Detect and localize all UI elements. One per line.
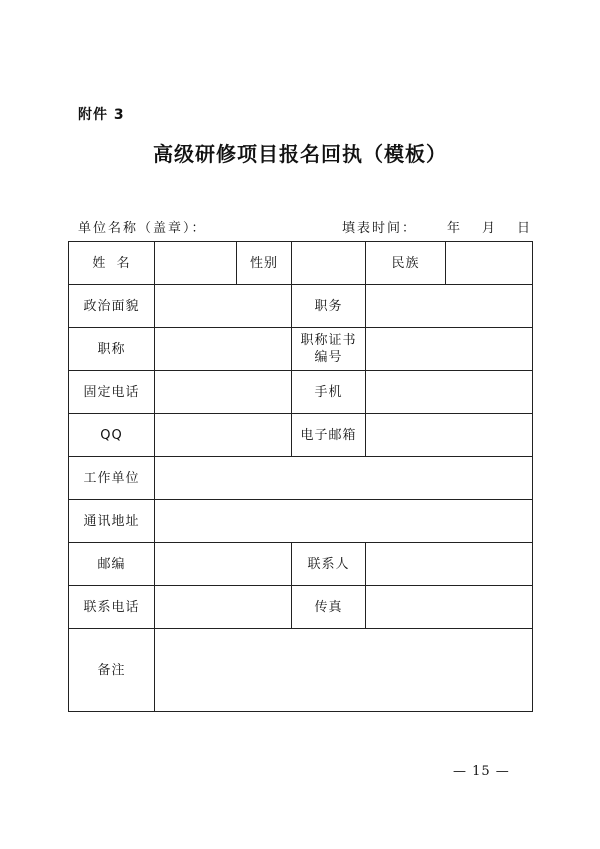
month-label: 月 — [482, 221, 498, 236]
fill-date-line — [342, 217, 532, 236]
gender-value-cell[interactable] — [292, 242, 366, 285]
postcode-label-cell — [69, 543, 155, 586]
title-cert-value-cell[interactable] — [366, 328, 533, 371]
political-status-label: 政治面貌 — [83, 298, 140, 314]
landline-label-cell — [69, 371, 155, 414]
address-label: 通讯地址 — [83, 513, 140, 529]
table-row — [69, 285, 533, 328]
landline-label: 固定电话 — [83, 384, 140, 400]
name-label: 姓 名 — [92, 255, 131, 271]
political-status-label-cell — [69, 285, 155, 328]
registration-form-table — [68, 241, 533, 712]
remarks-label: 备注 — [97, 662, 126, 678]
unit-name-label: 单位名称（盖章）： — [78, 221, 207, 236]
position-label: 职务 — [314, 298, 343, 314]
table-row — [69, 457, 533, 500]
table-row — [69, 586, 533, 629]
workplace-value-cell[interactable] — [155, 457, 533, 500]
email-value-cell[interactable] — [366, 414, 533, 457]
qq-label-cell — [69, 414, 155, 457]
table-row — [69, 371, 533, 414]
landline-value-cell[interactable] — [155, 371, 292, 414]
title-cert-label-cell — [292, 328, 366, 371]
postcode-value-cell[interactable] — [155, 543, 292, 586]
contact-phone-label: 联系电话 — [83, 599, 140, 615]
qq-value-cell[interactable] — [155, 414, 292, 457]
postcode-label: 邮编 — [97, 556, 126, 572]
title-rank-label: 职称 — [97, 341, 126, 357]
workplace-label: 工作单位 — [83, 470, 140, 486]
email-label: 电子邮箱 — [300, 427, 357, 443]
table-row — [69, 629, 533, 712]
ethnicity-label-cell — [366, 242, 446, 285]
contact-person-value-cell[interactable] — [366, 543, 533, 586]
title-rank-value-cell[interactable] — [155, 328, 292, 371]
name-value-cell[interactable] — [155, 242, 237, 285]
table-row — [69, 328, 533, 371]
ethnicity-value-cell[interactable] — [446, 242, 533, 285]
page-number: — 15 — — [453, 764, 510, 779]
table-row — [69, 500, 533, 543]
gender-label: 性别 — [249, 255, 278, 271]
position-label-cell — [292, 285, 366, 328]
table-row — [69, 414, 533, 457]
contact-person-label: 联系人 — [307, 556, 350, 572]
year-label: 年 — [447, 221, 463, 236]
title-rank-label-cell — [69, 328, 155, 371]
mobile-label: 手机 — [314, 384, 343, 400]
fax-label: 传真 — [314, 599, 343, 615]
contact-person-label-cell — [292, 543, 366, 586]
fax-label-cell — [292, 586, 366, 629]
mobile-label-cell — [292, 371, 366, 414]
remarks-label-cell — [69, 629, 155, 712]
workplace-label-cell — [69, 457, 155, 500]
name-label-cell — [69, 242, 155, 285]
fill-date-label: 填表时间： — [342, 221, 418, 236]
qq-label: QQ — [100, 427, 123, 443]
contact-phone-label-cell — [69, 586, 155, 629]
mobile-value-cell[interactable] — [366, 371, 533, 414]
table-row — [69, 543, 533, 586]
day-label: 日 — [517, 221, 533, 236]
ethnicity-label: 民族 — [391, 255, 420, 271]
position-value-cell[interactable] — [366, 285, 533, 328]
title-cert-label-line2: 编号 — [314, 350, 343, 365]
page-title: 高级研修项目报名回执（模板） — [153, 142, 447, 166]
address-label-cell — [69, 500, 155, 543]
address-value-cell[interactable] — [155, 500, 533, 543]
email-label-cell — [292, 414, 366, 457]
gender-label-cell — [237, 242, 292, 285]
political-status-value-cell[interactable] — [155, 285, 292, 328]
title-cert-label-line1: 职称证书 — [300, 333, 357, 348]
contact-phone-value-cell[interactable] — [155, 586, 292, 629]
fax-value-cell[interactable] — [366, 586, 533, 629]
attachment-label: 附件 3 — [78, 107, 125, 123]
table-row — [69, 242, 533, 285]
remarks-value-cell[interactable] — [155, 629, 533, 712]
